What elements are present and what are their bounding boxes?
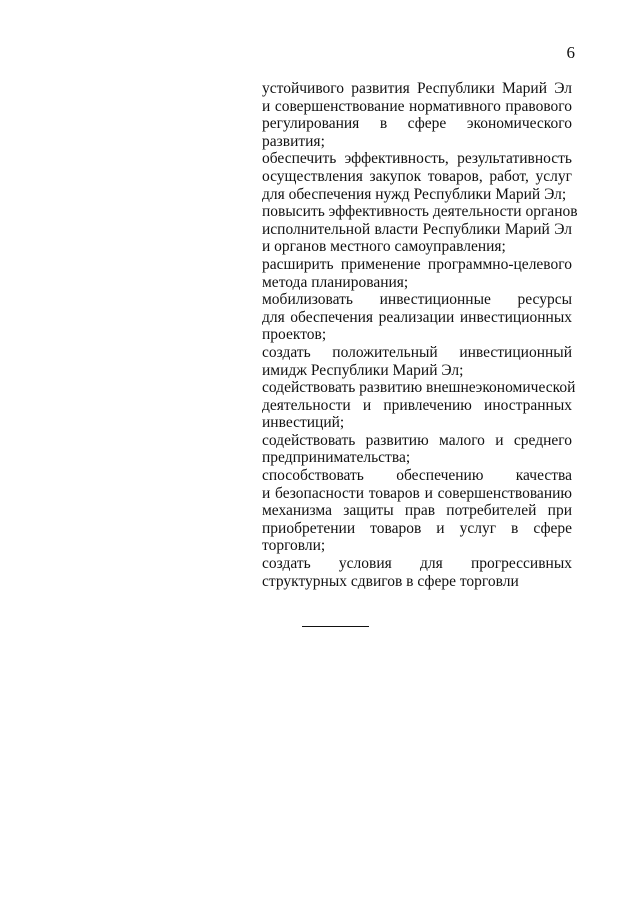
text-line: создать условия для прогрессивных — [262, 555, 572, 573]
paragraph-3 — [262, 203, 578, 256]
text-line: создать положительный инвестиционный — [262, 343, 572, 361]
text-line: осуществления закупок товаров, работ, услуг — [262, 167, 572, 185]
text-line: обеспечить эффективность, результативность — [262, 150, 572, 168]
paragraph-10 — [262, 555, 572, 590]
text-line: проектов; — [262, 326, 327, 344]
page-number: 6 — [566, 43, 575, 62]
text-line: расширить применение программно-целевого — [262, 255, 572, 273]
text-line: и органов местного самоуправления; — [262, 238, 506, 256]
text-line: мобилизовать инвестиционные ресурсы — [262, 291, 572, 309]
text-line: способствовать обеспечению качества — [262, 467, 572, 485]
text-line: и совершенствование нормативного правового — [262, 97, 572, 115]
text-line: устойчивого развития Республики Марий Эл — [262, 80, 572, 97]
text-line: повысить эффективность деятельности органов — [262, 203, 578, 221]
text-line: структурных сдвигов в сфере торговли — [262, 572, 519, 590]
text-line: имидж Республики Марий Эл; — [262, 361, 464, 379]
end-separator-line — [302, 626, 369, 627]
text-line: и безопасности товаров и совершенствованию — [262, 484, 572, 502]
text-line: торговли; — [262, 537, 326, 555]
paragraph-1 — [262, 80, 572, 150]
paragraph-5 — [262, 291, 572, 344]
text-line: деятельности и привлечению иностранных — [262, 396, 572, 414]
text-line: приобретении товаров и услуг в сфере — [262, 519, 572, 537]
paragraph-6 — [262, 344, 572, 379]
document-body — [262, 80, 578, 590]
text-line: инвестиций; — [262, 414, 345, 432]
text-line: исполнительной власти Республики Марий Эл — [262, 220, 572, 238]
text-line: для обеспечения реализации инвестиционных — [262, 308, 572, 326]
text-line: содействовать развитию малого и среднего — [262, 431, 572, 449]
paragraph-4 — [262, 256, 572, 291]
text-line: для обеспечения нужд Республики Марий Эл; — [262, 185, 567, 203]
text-line: метода планирования; — [262, 273, 409, 291]
text-line: механизма защиты прав потребителей при — [262, 502, 572, 520]
paragraph-8 — [262, 432, 572, 467]
paragraph-9 — [262, 467, 572, 555]
text-line: развития; — [262, 132, 325, 150]
paragraph-7 — [262, 379, 576, 432]
text-line: предпринимательства; — [262, 449, 411, 467]
text-line: содействовать развитию внешнеэкономической — [262, 379, 576, 397]
paragraph-2 — [262, 150, 572, 203]
text-line: регулирования в сфере экономического — [262, 115, 572, 133]
